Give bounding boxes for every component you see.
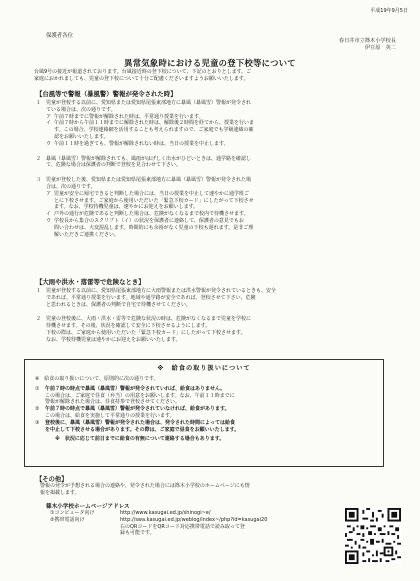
item-text: 児童が登校する以前に、愛知県尾張東部地方に大雨警報または洪水警報が発令されているときも、安全 (46, 288, 277, 294)
lunch-notice-title: ※ 給食の取り扱いについて (157, 365, 251, 372)
typhoon-item-2 (36, 156, 408, 170)
item-number: ３ (36, 177, 42, 184)
item-number: １ (36, 288, 42, 294)
sub-text: 児童が安全に帰宅できると判断した場合には、当日の授業を中止して速やかに通学班ご (54, 190, 250, 197)
homepage-label: ①コンピュータ向け (50, 510, 95, 516)
sub-mark: ウ (46, 140, 52, 147)
homepage-row-pc (50, 510, 335, 517)
sub-text: ます。なお、学校待機児童は、速やかにお迎えをお願いします。 (54, 204, 199, 211)
addressee: 保護者各位 (46, 33, 73, 39)
lunch-notice-body (35, 376, 375, 443)
sub-mark: イ (46, 211, 52, 218)
item-number: ２ (36, 155, 42, 162)
item-bold-text: 登校後に、暴風（暴風雪）警報が発令された場合は、発令された時間によっては給食 (45, 419, 236, 426)
item-text: て、危険な場合は保護者の判断で登校を見合わせて下さい。 (46, 162, 181, 169)
section-other-heading: 【その他】 (36, 476, 68, 483)
sub-text: 午前７時から午前１１時までに解除された時は、解除後２時間を経てから、授業を行いま (54, 120, 255, 127)
lunch-notice-footer: ※ 状況に応じて前日までに給食の有無について連絡する場合もあります。 (55, 436, 225, 443)
qr-note: 右のQRコードをQRコード対応携帯電話で読み取って登 (120, 523, 245, 530)
sub-text: 午前７時までに警報が解除された時は、平常通り授業を行います。 (54, 113, 204, 120)
intro-paragraph (34, 69, 404, 83)
sub-text: 認をお願いいたします。 (54, 133, 109, 140)
qr-note: 録も可能です。 (120, 530, 155, 537)
typhoon-item-3 (36, 177, 408, 238)
homepage-row-note (50, 530, 335, 537)
homepage-row-note (50, 524, 335, 531)
item-text: 児童の登校後に、大雨・洪水・雷等で危険な状況の時は、危険がなくなるまで児童を学校に (46, 316, 252, 323)
document-date: 平成19年9月5日 (370, 8, 408, 14)
sub-text: とに下校させます。ご家庭から使用いただいた「緊急下校カード」にしたがって下校させ (54, 197, 254, 204)
section-typhoon-body (36, 100, 408, 238)
lunch-notice-intro: ※ 給食の取り扱いについて、原則的に次の通りです。 (35, 376, 159, 382)
section-rain-body (36, 288, 408, 344)
item-text: 警報が解除された場合は、昼食持参で登校させてください。 (45, 399, 181, 406)
sub-mark: ア (46, 113, 52, 120)
section-rain-heading: 【大雨や洪水・落雷等で危険なとき】 (36, 278, 145, 286)
item-number: ② (35, 406, 40, 413)
item-text: この場合は、ご家庭で昼食（弁当）の用意をお願いします。なお、午前１１時までに (45, 392, 235, 399)
typhoon-item-1 (36, 100, 408, 148)
sub-text: 戸外の通行が危険であると判断した場合は、危険がなくなるまで校内で待機させます。 (54, 211, 249, 218)
section-other-body (40, 483, 408, 497)
sub-mark: イ (46, 120, 52, 127)
sub-mark: ア (46, 190, 52, 197)
item-text: 待機させます。その後、状況を確認して安全に下校させるようにします。 (46, 323, 211, 330)
item-number: ２ (36, 316, 42, 323)
rain-item-1 (36, 288, 408, 308)
section-typhoon-heading: 【台風等で警報（暴風警）警報が発令された時】 (36, 90, 177, 98)
qr-code-icon (345, 508, 401, 564)
sub-mark: ウ (46, 217, 52, 224)
issuer-name: 伊豆原 英二 (364, 45, 396, 52)
issuer (339, 38, 396, 52)
item-text: 児童が登校する以前に、愛知県または愛知県尾張東部地方に暴風（暴風雪）警報が発令され (46, 100, 252, 106)
item-text: を中止して下校させる場合があります。その際は、ご家庭で昼食をお願いいたします。 (45, 426, 240, 433)
item-text: と思われるときは、保護者の判断で自宅で待機させてください。 (46, 301, 192, 308)
other-line: 警報の発令が予想される場合の連絡や、発令された場合には篠木小学校のホームページにも情 (40, 483, 250, 489)
item-text: 児童が登校した後、愛知県または愛知県尾張東部地方に暴風（暴風雪）警報が発令された場 (46, 177, 252, 184)
homepage-address-list (50, 510, 335, 537)
item-text: であれば、平常通り授業を行います。地域や通学路が安全であれば、登校させて下さい。危険 (46, 294, 256, 301)
item-number: ③ (35, 419, 40, 426)
intro-line: 台風9号の接近が報道されております。台風接近時の登下校について、下記のとおりとします。ご (34, 69, 252, 75)
homepage-row-mobile (50, 517, 335, 524)
homepage-url-mobile[interactable]: http://swa.kasugai.ed.jp/weblog/index~/php?id=kasugai20 (120, 516, 268, 523)
page-title: 異常気象時における児童の登下校等について (124, 58, 296, 68)
item-text: なお、学校待機児童は速やかにお迎えをお願いいたします。 (46, 336, 181, 343)
item-number: ① (35, 385, 40, 392)
item-text: 暴風（暴風雪）警報が解除されても、風雨がはげしく出水がひどいときは、通学路を確認し (46, 155, 252, 162)
sub-text: 午前１１時を過ぎても、警報が解除されない時は、当日の授業を中止します。 (54, 140, 229, 147)
intro-line: 家庭におかれましても、児童の登下校について十分ご配慮くださいますようお願いいたします。 (34, 75, 249, 82)
homepage-label: ②携帯電話向け (50, 516, 85, 523)
item-text: ている場合は、次の通りです。 (46, 106, 116, 113)
rain-item-2 (36, 316, 408, 343)
sub-text: 解いただきご連携ください。 (54, 231, 120, 238)
item-text: 下校の際は、ご家庭から使用いただいた「緊急下校カード」にしたがって下校させます。 (46, 329, 246, 336)
item-text: この場合は、給食を実施して平常通りの授業を行います。 (45, 412, 175, 419)
other-line: 報を掲載します。 (40, 489, 80, 496)
issuer-school: 春日井市立篠木小学校長 (338, 38, 396, 44)
item-bold-text: 午前７時の時点で暴風（暴風雪）警報が発令されていなければ、給食があります。 (45, 406, 230, 413)
sub-text: 問い合わせは、大変混乱します。時間的にも余裕がなく児童の下校も遅れます。是非ご理 (54, 224, 254, 231)
item-number: １ (36, 100, 42, 106)
item-text: 合は、次の通りです。 (46, 183, 96, 190)
homepage-title: 篠木小学校ホームページアドレス (46, 504, 130, 510)
lunch-notice-box (24, 359, 384, 467)
sub-text: す。この場合、学校連絡網を活用することも考えられますので、ご家庭でも学級連絡の確 (54, 127, 254, 134)
homepage-url-pc[interactable]: http://www.kasugai.ed.jp/shinogi~e/ (120, 510, 211, 516)
item-bold-text: 午前７時の時点で暴風（暴風雪）警報が発令されていれば、給食はありません。 (45, 385, 226, 392)
sub-text: 学校長から集合のスクリプト（イ）の状況を保護者に連絡して、保護者の意見でもお (54, 217, 244, 224)
